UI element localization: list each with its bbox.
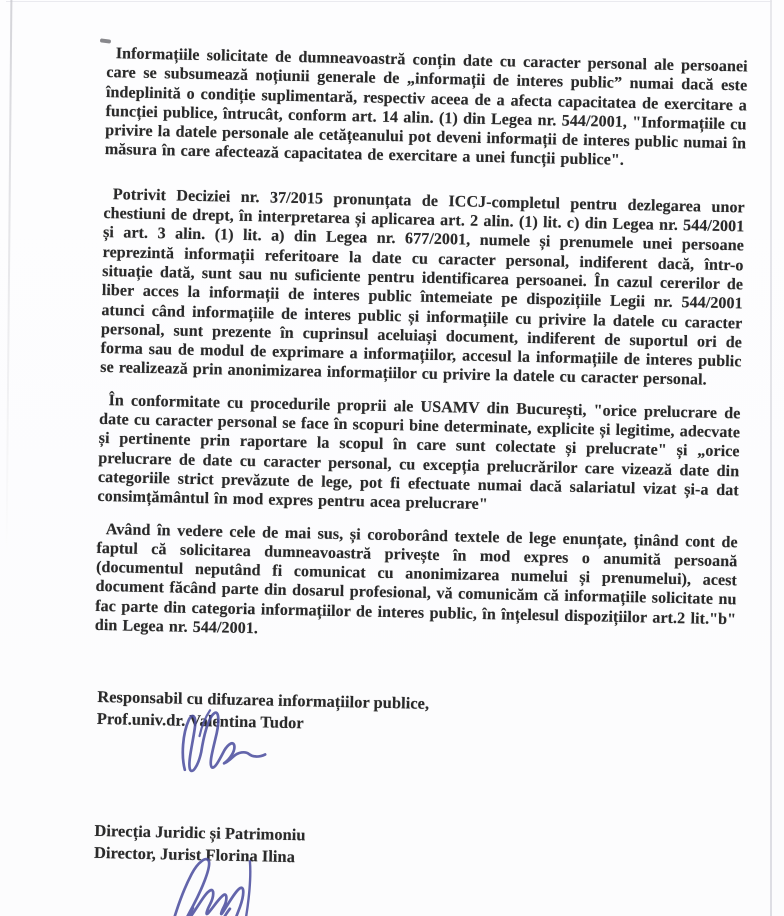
scan-artifact: [100, 38, 111, 43]
letter-body: [90, 44, 748, 878]
paragraph: Având în vedere cele de mai sus, și coroborând textele de lege enunțate, ținând cont de faptul că solicitarea dumneavoastră privește în mod expres o anumită persoană (documentul neputând fi comunicat cu anonimizarea numelui și prenumelui), acest document făcând parte din dosarul profesional, vă comunicăm că informațiile solicitate nu fac parte din categoria informațiilor de interes public, în înțelesul dispozițiilor art.2 lit."b" din Legea nr. 544/2001.: [94, 520, 738, 638]
signature-block-public-information-officer: [97, 686, 735, 743]
page-edge-left: [6, 0, 13, 554]
signature-section: [94, 686, 735, 877]
page-edge-right: [770, 0, 772, 916]
page-edge-top: [6, 1, 772, 2]
signatory-name: Prof.univ.dr. Valentina Tudor: [96, 709, 304, 733]
paragraph: Potrivit Deciziei nr. 37/2015 pronunțata de ICCJ-completul pentru dezlegarea unor chestiuni de drept, în interpretarea și aplicarea art. 2 alin. (1) lit. c) din Legea nr. 544/2001 și art. 3 alin. (1) lit. a) din Legea nr. 677/2001, numele și prenumele unei persoane reprezintă informații referitoare la date cu caracter personal, indiferent dacă, într-o situație dată, sunt sau nu suficiente pentru identificarea persoanei. În cazul cererilor de liber acces la informații de interes public întemeiate pe dispozițiile Legii nr. 544/2001 atunci când informațiile de interes public și informațiile cu privire la datele cu caracter personal, sunt prezente în cuprinsul aceluiași document, indiferent de suportul ori de forma sau de modul de exprimare a informațiilor, accesul la informațiile de interes public se realizează prin anonimizarea informațiilor cu privire la datele cu caracter personal.: [100, 185, 745, 390]
signatory-name: Director, Jurist Florina Ilina: [93, 843, 296, 867]
paragraph: În conformitate cu procedurile proprii ale USAMV din București, "orice prelucrare de date cu caracter personal se face în scopuri bine determinate, explicite și legitime, adecvate și pertinente prin raportare la scopul în care sunt colectate și prelucrate" și „orice prelucrare de date cu caracter personal, cu excepția prelucrărilor care vizează date din categoriile strict prevăzute de lege, pot fi efectuate numai dacă salariatul vizat și-a dat consimțământul în mod expres pentru acea prelucrare": [97, 391, 741, 514]
signatory-role: Direcția Juridic și Patrimoniu: [94, 821, 306, 845]
signature-block-legal-director: [94, 820, 732, 877]
signatory-role: Responsabil cu difuzarea informațiilor publice,: [97, 687, 430, 714]
paragraph: Informațiile solicitate de dumneavoastră conțin date cu caracter personal ale persoanei care se subsumează noțiunii generale de „informații de interes public” numai dacă este îndeplinită o condiție suplimentară, respectiv aceea de a afecta capacitatea de exercitare a funcției publice, întrucât, conform art. 14 alin. (1) din Legea nr. 544/2001, "Informațiile cu privire la datele personale ale cetățeanului pot deveni informații de interes public numai în măsura în care afectează capacitatea de exercitare a unei funcții publice".: [104, 45, 748, 170]
